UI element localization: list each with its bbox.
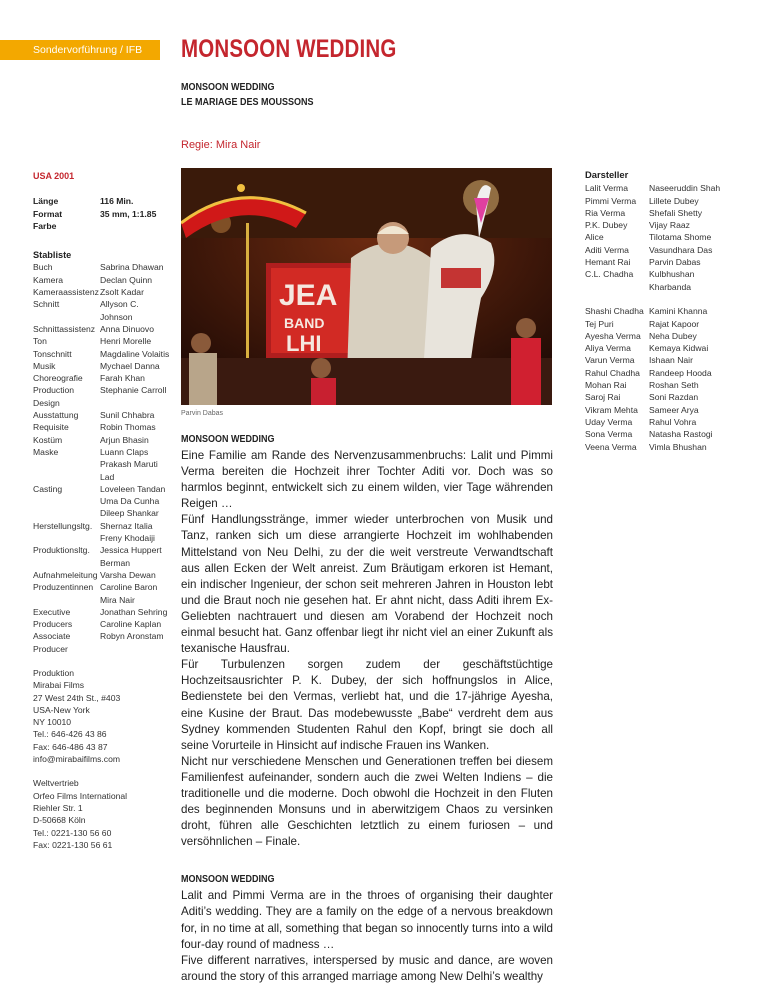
original-title: MONSOON WEDDING (181, 82, 275, 93)
crew-names (100, 606, 173, 631)
crew-name: Loveleen Tandan (100, 483, 166, 494)
crew-role: Casting (33, 483, 63, 494)
cast-role: Rahul Chadha (585, 367, 640, 378)
crew-names (100, 323, 173, 335)
crew-row (33, 421, 173, 433)
country-year: USA 2001 (33, 171, 75, 181)
spec-label: Länge (33, 196, 59, 207)
crew-name: Stephanie Carroll (100, 385, 167, 396)
crew-role: Choreografie (33, 373, 83, 384)
cast-actor: Tilotama Shome (649, 232, 712, 243)
synopsis (181, 432, 553, 985)
synopsis-de-heading: MONSOON WEDDING (181, 434, 275, 445)
crew-name: Declan Quinn (100, 274, 153, 285)
crew-names (100, 520, 173, 545)
crew-name: Anna Dinuovo (100, 323, 154, 334)
distribution-address (33, 777, 173, 851)
crew-role: Schnitt (33, 299, 60, 310)
synopsis-de-paragraph: Für Turbulenzen sorgen zudem der geschäftstüchtige Hochzeitsausrichter P. K. Dubey, der sich hoffnungslos in Alice, Bedienstete bei den Vermas, verliebt hat, und die 17-jährige Ayesha, eine Kusine der Braut. Das modebewusste „Babe“ verdreht dem aus Sydney kommenden Studenten Rahul den Kopf, bringt sie doch all seine Vorurteile in Hinsicht auf indische Frauen ins Wanken. (181, 658, 553, 752)
crew-names (100, 483, 173, 520)
synopsis-en-paragraph: Five different narratives, interspersed by music and dance, are woven around the story of this arranged marriage among New Delhi’s wealthy (181, 953, 553, 983)
production-line: NY 10010 (33, 717, 72, 728)
crew-role: Aufnahmeleitung (33, 569, 98, 580)
crew-role: Ton (33, 336, 47, 347)
crew-row (33, 520, 173, 545)
cast-role: Lalit Verma (585, 183, 628, 194)
crew-names (100, 286, 173, 298)
cast-actor: Lillete Dubey (649, 195, 699, 206)
crew-names (100, 360, 173, 372)
production-line: Fax: 646-486 43 87 (33, 741, 108, 752)
production-line: Produktion (33, 667, 75, 678)
production-line: 27 West 24th St., #403 (33, 692, 121, 703)
film-still (181, 168, 552, 405)
film-still-image (181, 168, 552, 405)
crew-name: Magdaline Volaitis (100, 348, 170, 359)
specs (33, 195, 173, 232)
french-title: LE MARIAGE DES MOUSSONS (181, 97, 314, 108)
crew-row (33, 360, 173, 372)
crew-names (100, 630, 173, 655)
synopsis-de-paragraph: Nicht nur verschiedene Menschen und Generationen treffen bei diesem Familienfest aufeinander, sondern auch die zwei Welten Indiens – die traditionelle und die moderne. Doch obwohl die Hochzeit in den Fluten des beginnenden Monsuns und in aberwitzigem Chaos zu versinken droht, führen alle Geschichten letztlich zu einem furiosen – und versöhnlichen – Finale. (181, 754, 553, 849)
crew-role: Kamera (33, 274, 64, 285)
distribution-line: Tel.: 0221-130 56 60 (33, 827, 112, 838)
crew-row (33, 372, 173, 384)
crew-row (33, 569, 173, 581)
crew-name: Caroline Baron (100, 582, 158, 593)
spec-label: Format (33, 208, 63, 219)
synopsis-en-heading: MONSOON WEDDING (181, 874, 275, 886)
crew-role: Production Design (33, 385, 75, 408)
production-line: USA-New York (33, 704, 90, 715)
crew-name: Robin Thomas (100, 422, 156, 433)
crew-names (100, 544, 173, 569)
crew-row (33, 261, 173, 273)
crew-row (33, 274, 173, 286)
crew-name: Mira Nair (100, 594, 135, 605)
crew-names (100, 569, 173, 581)
crew-role: Requisite (33, 422, 69, 433)
crew-list (33, 261, 173, 655)
cast-actor: Vijay Raaz (649, 220, 690, 231)
crew-row (33, 630, 173, 655)
crew-heading: Stabliste (33, 250, 72, 261)
synopsis-de-paragraph: Eine Familie am Rande des Nervenzusammenbruchs: Lalit und Pimmi Verma bereiten die Hochzeit ihrer Tochter Aditi vor. Doch was so harmlos beginnt, entwickelt sich zu einem wilden, vier Tage währenden Reigen … (181, 449, 553, 511)
cast-role: Veena Verma (585, 441, 637, 452)
cast-role: Varun Verma (585, 355, 635, 366)
crew-role: Executive Producers (33, 606, 73, 630)
crew-role: Schnittassistenz (33, 323, 96, 334)
crew-name: Robyn Aronstam (100, 631, 164, 642)
crew-row (33, 581, 173, 606)
distribution-line: Orfeo Films International (33, 790, 128, 801)
crew-names (100, 384, 173, 409)
crew-names (100, 348, 173, 360)
crew-name: Jonathan Sehring (100, 606, 168, 617)
crew-row (33, 446, 173, 483)
cast-role: Vikram Mehta (585, 404, 638, 415)
cast-actor: Parvin Dabas (649, 257, 701, 268)
crew-name: Jessica Huppert (100, 545, 162, 556)
synopsis-de-paragraph: Fünf Handlungsstränge, immer wieder unterbrochen von Musik und Tanz, ranken sich um diese arrangierte Hochzeit im wohlhabenden Mittelstand von Neu Delhi, zu der die weit verstreute Verwandtschaft aus allen Ecken der Welt anreist. Zum Bräutigam erkoren ist Hemant, ein indischer Ingenieur, der schon seit mehreren Jahren in Houston lebt und die Braut noch nie gesehen hat. Er ahnt nicht, dass Aditi ihrem Ex-Geliebten nachtrauert und diesen am Vorabend der Hochzeit noch einmal besucht hat. Ganz offenbar liegt ihr nicht viel an einer Zukunft als texanische Hausfrau. (181, 513, 553, 656)
cast-column (585, 169, 755, 453)
cast-actor: Naseeruddin Shah (649, 183, 721, 194)
crew-row (33, 323, 173, 335)
crew-names (100, 446, 173, 483)
crew-role: Herstellungsltg. (33, 520, 93, 531)
cast-role: Saroj Rai (585, 392, 621, 403)
crew-row (33, 286, 173, 298)
cast-actor: Rahul Vohra (649, 416, 697, 427)
crew-names (100, 298, 173, 323)
cast-actor: Kamini Khanna (649, 306, 708, 317)
director-credit: Regie: Mira Nair (181, 139, 261, 151)
crew-role: Produktionsltg. (33, 545, 90, 556)
synopsis-en-paragraph: Lalit and Pimmi Verma are in the throes of organising their daughter Aditi’s wedding. They are a family on the edge of a nervous breakdown for, in no time at all, something that began so innocently turns into a wild four-day round of madness … (181, 889, 553, 951)
cast-role: Pimmi Verma (585, 195, 637, 206)
spec-label: Farbe (33, 220, 57, 231)
crew-row (33, 434, 173, 446)
cast-role: Ayesha Verma (585, 330, 641, 341)
crew-row (33, 384, 173, 409)
crew-row (33, 544, 173, 569)
cast-role: Alice (585, 232, 604, 243)
crew-name: Henri Morelle (100, 336, 152, 347)
crew-row (33, 409, 173, 421)
spec-value (100, 220, 173, 232)
spec-value: 116 Min. (100, 196, 134, 207)
distribution-line: Fax: 0221-130 56 61 (33, 839, 113, 850)
crew-name: Sunil Chhabra (100, 410, 155, 421)
crew-name: Zsolt Kadar (100, 287, 144, 298)
cast-actor: Kulbhushan (649, 269, 695, 280)
crew-role: Ausstattung (33, 410, 79, 421)
crew-role: Produzentinnen (33, 582, 94, 593)
crew-names (100, 581, 173, 606)
cast-role: Aliya Verma (585, 343, 631, 354)
cast-actor: Natasha Rastogi (649, 429, 713, 440)
crew-name: Uma Da Cunha (100, 496, 160, 507)
production-line: info@mirabaifilms.com (33, 754, 121, 765)
crew-row (33, 298, 173, 323)
sign-text: LHI (286, 331, 322, 356)
crew-name: Varsha Dewan (100, 569, 156, 580)
cast-role: C.L. Chadha (585, 269, 634, 280)
film-title: MONSOON WEDDING (181, 35, 397, 63)
spec-value: 35 mm, 1:1.85 (100, 208, 157, 219)
cast-roles (585, 182, 649, 453)
production-address (33, 667, 173, 765)
crew-names (100, 372, 173, 384)
cast-actor: Ishaan Nair (649, 355, 693, 366)
crew-role: Maske (33, 446, 59, 457)
crew-name: Farah Khan (100, 373, 145, 384)
cast-actor: Rajat Kapoor (649, 318, 700, 329)
cast-actor: Randeep Hooda (649, 367, 712, 378)
crew-name: Allyson C. Johnson (100, 299, 139, 322)
cast-actor: Kharbanda (649, 281, 692, 292)
crew-names (100, 409, 173, 421)
crew-name: Freny Khodaiji (100, 533, 155, 544)
cast-role: P.K. Dubey (585, 220, 628, 231)
crew-role: Associate Producer (33, 631, 71, 654)
cast-actor: Vasundhara Das (649, 244, 713, 255)
cast-role: Ria Verma (585, 207, 626, 218)
crew-names (100, 421, 173, 433)
cast-actor: Soni Razdan (649, 392, 699, 403)
section-tag: Sondervorführung / IFB 2002 (0, 40, 160, 60)
crew-names (100, 261, 173, 273)
cast-role: Sona Verma (585, 429, 633, 440)
crew-name: Luann Claps (100, 446, 149, 457)
cast-role (585, 293, 649, 305)
cast-role: Shashi Chadha (585, 306, 644, 317)
distribution-line: Riehler Str. 1 (33, 802, 83, 813)
crew-name: Prakash Maruti Lad (100, 459, 158, 482)
crew-role: Musik (33, 360, 56, 371)
sign-text: BAND (284, 315, 325, 331)
cast-role: Hemant Rai (585, 257, 631, 268)
crew-row (33, 606, 173, 631)
cast-actor: Neha Dubey (649, 330, 697, 341)
cast-role: Tej Puri (585, 318, 614, 329)
crew-name: Dileep Shankar (100, 508, 159, 519)
cast-actor (649, 293, 755, 305)
crew-row (33, 483, 173, 520)
cast-actor: Shefali Shetty (649, 207, 703, 218)
crew-name: Caroline Kaplan (100, 619, 162, 630)
crew-name: Sabrina Dhawan (100, 262, 164, 273)
cast-heading: Darsteller (585, 169, 629, 180)
crew-row (33, 348, 173, 360)
cast-actor: Vimla Bhushan (649, 441, 707, 452)
cast-role: Mohan Rai (585, 380, 627, 391)
crew-names (100, 434, 173, 446)
crew-name: Arjun Bhasin (100, 434, 149, 445)
cast-role: Uday Verma (585, 416, 633, 427)
crew-role: Buch (33, 262, 53, 273)
sign-text: JEA (279, 279, 338, 312)
crew-names (100, 274, 173, 286)
distribution-line: Weltvertrieb (33, 778, 79, 789)
cast-actor: Kemaya Kidwai (649, 343, 709, 354)
crew-names (100, 335, 173, 347)
cast-role: Aditi Verma (585, 244, 629, 255)
crew-name: Berman (100, 557, 131, 568)
crew-name: Shernaz Italia (100, 520, 153, 531)
cast-actor: Sameer Arya (649, 404, 699, 415)
production-line: Mirabai Films (33, 680, 85, 691)
cast-role (585, 281, 649, 293)
cast-actors (649, 182, 755, 453)
production-line: Tel.: 646-426 43 86 (33, 729, 107, 740)
cast-actor: Roshan Seth (649, 380, 699, 391)
crew-role: Kostüm (33, 434, 63, 445)
photo-caption: Parvin Dabas (181, 410, 224, 417)
crew-role: Tonschnitt (33, 348, 72, 359)
crew-name: Mychael Danna (100, 360, 160, 371)
crew-role: Kameraassistenz (33, 287, 99, 298)
credits-column (33, 170, 173, 851)
distribution-line: D-50668 Köln (33, 815, 86, 826)
crew-row (33, 335, 173, 347)
